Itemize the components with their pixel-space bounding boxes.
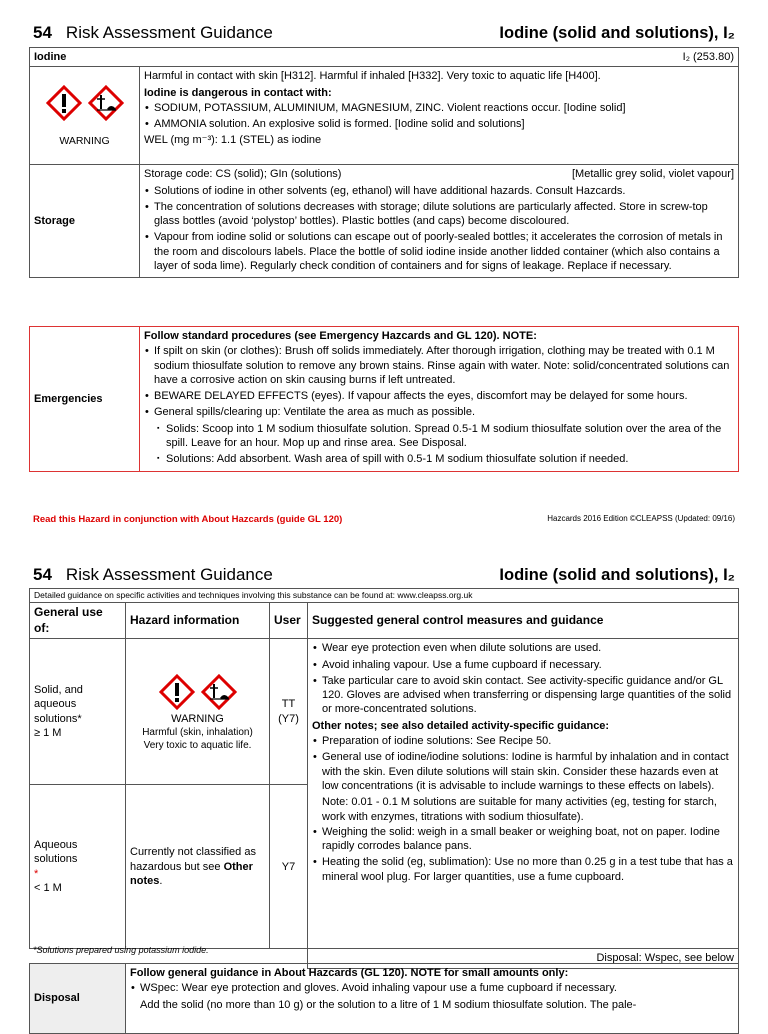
other-notes-ref: Other notes [130,860,253,887]
col-user: User [270,603,308,639]
emergency-solids: ▪ Solids: Scoop into 1 M sodium thiosulfate solution. Spread 0.5-1 M sodium thiosulfate solution over the area of the spill. Leave for an hour. Mop up and rinse area. See Disposal. [156,422,734,451]
card-number: 54 [33,565,52,584]
emergency-solutions: ▪ Solutions: Add absorbent. Wash area of spill with 0.5-1 M sodium thiosulfate solution if needed. [156,452,734,466]
hazard-pictograms [30,67,140,165]
control-item: • Take particular care to avoid skin contact. See activity-specific guidance and/or GL 120. Gloves are advised when transferring or dispensing large quantities of the solid or more-concentrated solutions. [312,674,734,717]
control-item: • General use of iodine/iodine solutions: Iodine is harmful by inhalation and in contact with the skin. Even dilute solutions will stain skin. Consider these hazards even at low concentrations (it is advisable to include warnings to these effects on labels). [312,750,734,793]
exclamation-icon [159,674,195,710]
use-aqueous [30,785,126,949]
footer-edition: Hazcards 2016 Edition ©CLEAPSS (Updated: 09/16) [547,514,735,523]
emergencies-content [140,327,739,472]
substance-title: Iodine (solid and solutions), I₂ [499,566,735,584]
emergency-heading: Follow standard procedures (see Emergency Hazcards and GL 120). NOTE: [144,330,537,342]
control-note: Note: 0.01 - 0.1 M solutions are suitable for many activities (eg, testing for starch, work with enzymes, titrations with sodium thiosulfate). [322,796,717,823]
footnote-marker: * [34,867,39,880]
disposal-text: Add the solid (no more than 10 g) or the solution to a litre of 1 M sodium thiosulfate solution. The pale- [140,998,637,1011]
hazard-summary: Very toxic to aquatic life. [143,739,252,751]
storage-note: • The concentration of solutions decreases with storage; dilute solutions are particularly affected. Store in screw-top glass bottles (avoid ‘polystop’ bottles). Plastic bottles (and caps) become discoloured. [144,200,734,229]
storage-content [140,165,739,278]
use-solid-conc: ≥ 1 M [34,727,62,740]
footnote: *Solutions prepared using potassium iodide. [33,945,209,955]
header-title: Risk Assessment Guidance [65,565,273,584]
emergency-spills: • General spills/clearing up: Ventilate the area as much as possible. [144,405,734,419]
storage-appearance: [Metallic grey solid, violet vapour] [571,168,734,181]
user-aqueous: Y7 [270,785,308,949]
hazard-solid [126,639,270,785]
exclamation-icon [46,85,82,121]
use-aqueous-label: Aqueous solutions [34,839,78,866]
col-general-use: General use of: [30,603,126,639]
substance-title: Iodine (solid and solutions), I₂ [499,24,735,42]
disposal-heading: Follow general guidance in About Hazcards (GL 120). NOTE for small amounts only: [130,967,569,979]
col-control-measures: Suggested general control measures and guidance [308,603,739,639]
disposal-label: Disposal [30,964,126,1034]
control-measures [308,639,739,949]
substance-name: Iodine [30,48,140,67]
user-solid: TT (Y7) [270,639,308,785]
use-aqueous-conc: < 1 M [34,882,62,895]
disposal-table [29,963,739,1034]
hazard-aqueous: Currently not classified as hazardous but see Other notes. [126,785,270,949]
incompatible-metals: • SODIUM, POTASSIUM, ALUMINIUM, MAGNESIUM, ZINC. Violent reactions occur. [Iodine solid] [144,101,734,115]
guidance-note: Detailed guidance on specific activities and techniques involving this substance can be found at: www.cleapss.org.uk [30,589,739,603]
storage-code: Storage code: CS (solid); GIn (solutions) [144,168,342,181]
signal-word: WARNING [171,712,224,725]
hazard-summary: Harmful (skin, inhalation) [142,726,253,738]
header-left [33,22,273,44]
control-item: • Preparation of iodine solutions: See Recipe 50. [312,734,734,748]
card-number: 54 [33,23,52,42]
control-item: • Wear eye protection even when dilute solutions are used. [312,641,734,655]
storage-label: Storage [30,165,140,278]
other-notes-heading: Other notes; see also detailed activity-specific guidance: [312,719,610,732]
hazard-aqueous-text: Currently not classified as hazardous but see [130,846,256,873]
disposal-item: • WSpec: Wear eye protection and gloves. Avoid inhaling vapour use a fume cupboard if necessary. [130,981,734,995]
emergency-eyes: • BEWARE DELAYED EFFECTS (eyes). If vapour affects the eyes, discomfort may be delayed for some hours. [144,389,734,403]
storage-note: • Solutions of iodine in other solvents (eg, ethanol) will have additional hazards. Consult Hazcards. [144,184,734,198]
footer [33,514,735,526]
disposal-content [126,964,739,1034]
hazard-statements [140,67,739,165]
general-use-table [29,588,739,969]
environment-hazard-icon [88,85,124,121]
substance-formula: I₂ (253.80) [140,48,739,67]
col-hazard-info: Hazard information [126,603,270,639]
use-solid-label: Solid, and aqueous solutions* [34,684,83,725]
control-item: • Avoid inhaling vapour. Use a fume cupboard if necessary. [312,658,734,672]
hazard-h-codes: Harmful in contact with skin [H312]. Harmful if inhaled [H332]. Very toxic to aquatic life [H400]. [144,70,601,83]
hazard-table [29,47,739,278]
storage-note: • Vapour from iodine solid or solutions can escape out of poorly-sealed bottles; it accelerates the corrosion of metals in the room and discolours labels. Place the bottle of solid iodine inside another lidded container (which also contains a layer of soda lime). Regularly check condition of containers and for signs of leakage. Replace if necessary. [144,230,734,273]
header-title: Risk Assessment Guidance [65,23,273,42]
control-item: • Heating the solid (eg, sublimation): Use no more than 0.25 g in a test tube that has a mineral wool plug. For larger quantities, use a fume cupboard. [312,855,734,884]
emergencies-table [29,326,739,472]
signal-word: WARNING [59,134,110,147]
use-solid [30,639,126,785]
header-bottom [33,564,735,586]
dangerous-with-heading: Iodine is dangerous in contact with: [144,86,332,99]
footer-note: Read this Hazard in conjunction with About Hazcards (guide GL 120) [33,514,343,525]
emergencies-label: Emergencies [30,327,140,472]
incompatible-ammonia: • AMMONIA solution. An explosive solid is formed. [Iodine solid and solutions] [144,117,734,131]
wel-value: WEL (mg m⁻³): 1.1 (STEL) as iodine [144,134,322,147]
control-item: • Weighing the solid: weigh in a small beaker or weighing boat, not on paper. Iodine rapidly corrodes balance pans. [312,825,734,854]
disposal-ref: Disposal: Wspec, see below [308,949,739,968]
header-top [33,22,735,44]
environment-hazard-icon [201,674,237,710]
emergency-skin: • If spilt on skin (or clothes): Brush off solids immediately. After thorough irrigation, clothing may be treated with 0.1 M sodium thiosulfate solution to remove any brown stains. Rinse again with water. Note: solid/concentrated solutions can have a corrosive action on skin causing burns if left untreated. [144,344,734,387]
